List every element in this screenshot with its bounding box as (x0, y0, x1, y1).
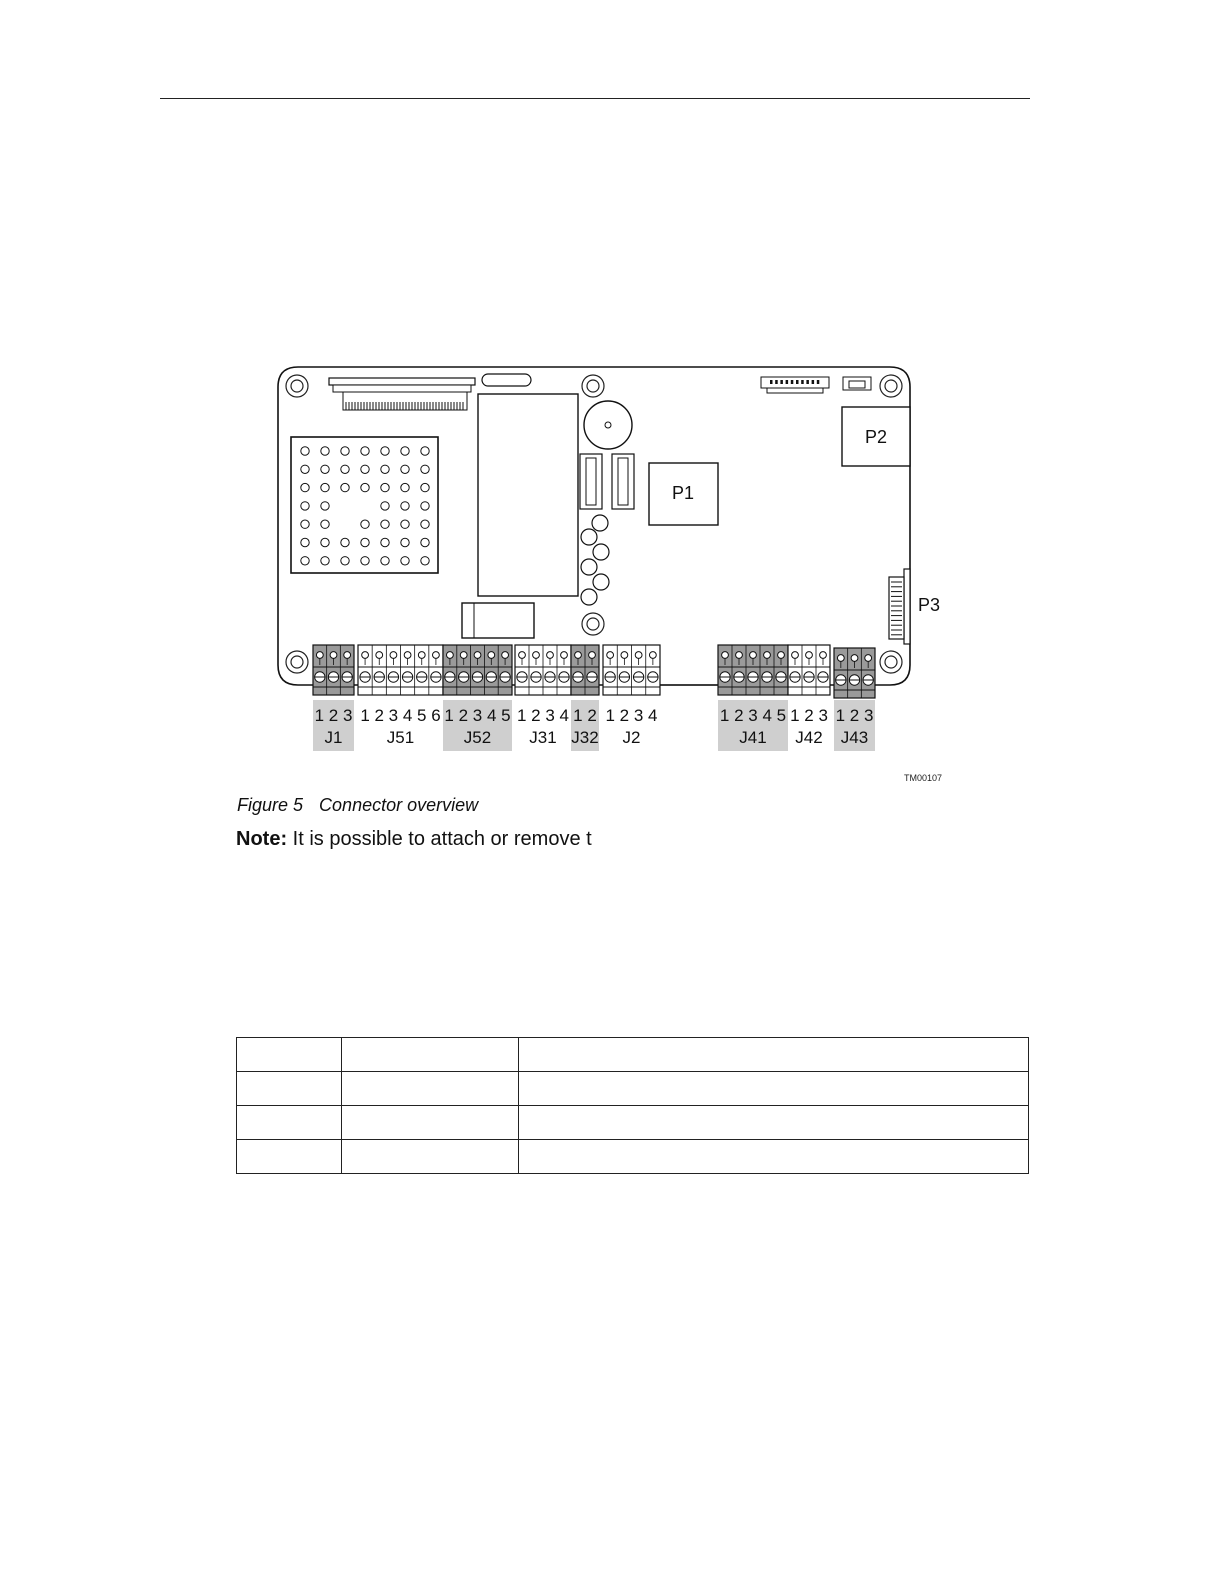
bga-ball (321, 520, 329, 528)
bga-ball (361, 465, 369, 473)
bga-ball (401, 483, 409, 491)
bga-ball (421, 520, 429, 528)
table-cell (342, 1038, 519, 1072)
figure-caption (237, 795, 478, 816)
bga-ball (321, 465, 329, 473)
bga-ball (301, 520, 309, 528)
table-cell (237, 1106, 342, 1140)
connector-label-j2: J2 (622, 728, 641, 747)
header-pin (796, 380, 799, 384)
header-pin (786, 380, 789, 384)
note-label: Note: (236, 828, 288, 850)
bga-ball (321, 557, 329, 565)
p2-label: P2 (864, 427, 888, 447)
small-module (462, 603, 534, 638)
table-cell (342, 1106, 519, 1140)
bga-ball (401, 538, 409, 546)
bga-ball (381, 465, 389, 473)
table-cell (342, 1072, 519, 1106)
note-paragraph (236, 828, 592, 851)
pin-numbers-j32: 1 2 (573, 706, 597, 725)
pin-numbers-j42: 1 2 3 (790, 706, 828, 725)
table-cell (519, 1038, 1029, 1072)
header-pin (780, 380, 783, 384)
bga-ball (321, 483, 329, 491)
bga-ball (301, 447, 309, 455)
bga-ball (341, 483, 349, 491)
table-row (237, 1140, 1029, 1174)
ribbon-connector (329, 378, 475, 410)
two-pin-connector (843, 377, 871, 390)
p1-label: P1 (671, 483, 695, 503)
connector-label-j31: J31 (529, 728, 557, 747)
bga-ball (421, 538, 429, 546)
header-pin (801, 380, 804, 384)
bga-ball (321, 502, 329, 510)
table-row (237, 1038, 1029, 1072)
terminal-block-j32 (571, 645, 599, 695)
bga-ball (421, 483, 429, 491)
caption-number: Figure 5 (237, 795, 304, 815)
caption-text: Connector overview (319, 795, 479, 815)
table-cell (519, 1072, 1029, 1106)
p3-connector (889, 569, 910, 644)
connector-label-j43: J43 (840, 728, 869, 747)
connector-label-j52: J52 (463, 728, 492, 747)
bga-ball (361, 520, 369, 528)
header-pin (791, 380, 794, 384)
bga-ball (301, 502, 309, 510)
note-text: It is possible to attach or remove t (292, 828, 592, 850)
terminal-block-j2 (603, 645, 660, 695)
table-row (237, 1106, 1029, 1140)
terminal-block-j1 (313, 645, 354, 695)
connector-label-j32: J32 (571, 728, 599, 747)
table-cell (237, 1140, 342, 1174)
terminal-block-j41 (718, 645, 788, 695)
pin-numbers-j52: 1 2 3 4 5 (444, 706, 511, 725)
bga-ball (381, 483, 389, 491)
pin-numbers-j1: 1 2 3 (314, 706, 353, 725)
bga-ball (381, 538, 389, 546)
regulator (580, 454, 602, 509)
bga-ball (401, 447, 409, 455)
bga-ball (341, 557, 349, 565)
header-pin (775, 380, 778, 384)
pin-numbers-j51: 1 2 3 4 5 6 (360, 706, 441, 725)
bga-ball (421, 465, 429, 473)
bga-ball (421, 557, 429, 565)
bga-ball (361, 538, 369, 546)
pin-numbers-j2: 1 2 3 4 (605, 706, 658, 725)
buzzer (584, 401, 632, 449)
terminal-block-j52 (443, 645, 512, 695)
bga-ball (401, 502, 409, 510)
bga-ball (381, 557, 389, 565)
pin-numbers-j31: 1 2 3 4 (517, 706, 569, 725)
bga-ball (361, 447, 369, 455)
table-cell (519, 1106, 1029, 1140)
main-ic (478, 394, 578, 596)
bga-ball (381, 502, 389, 510)
terminal-block-j51 (358, 645, 443, 695)
pin-numbers-j41: 1 2 3 4 5 (719, 706, 787, 725)
bga-ball (401, 465, 409, 473)
connector-label-j51: J51 (386, 728, 415, 747)
bga-ball (341, 538, 349, 546)
empty-table (236, 1037, 1029, 1174)
bga-ball (361, 557, 369, 565)
bga-ball (301, 483, 309, 491)
header-pin (817, 380, 820, 384)
terminal-block-j31 (515, 645, 571, 695)
terminal-block-j42 (788, 645, 830, 695)
bga-ball (301, 465, 309, 473)
figure-id: TM00107 (904, 773, 943, 783)
header-pin (812, 380, 815, 384)
header-pin (806, 380, 809, 384)
connector-label-j1: J1 (324, 728, 343, 747)
connector-label-j42: J42 (795, 728, 823, 747)
p3-label: P3 (918, 595, 941, 615)
table-cell (519, 1140, 1029, 1174)
crystal (482, 374, 531, 386)
pin-numbers-j43: 1 2 3 (835, 706, 874, 725)
table-cell (237, 1072, 342, 1106)
bga-ball (361, 483, 369, 491)
table-cell (342, 1140, 519, 1174)
terminal-block-j43 (834, 648, 875, 698)
bga-chip (291, 437, 438, 573)
small-header-connector (761, 377, 829, 393)
bga-ball (321, 447, 329, 455)
regulator (612, 454, 634, 509)
table-cell (237, 1038, 342, 1072)
bga-ball (321, 538, 329, 546)
bga-ball (301, 538, 309, 546)
bga-ball (301, 557, 309, 565)
bga-ball (341, 465, 349, 473)
bga-ball (401, 557, 409, 565)
bga-ball (421, 447, 429, 455)
bga-ball (421, 502, 429, 510)
bga-ball (401, 520, 409, 528)
bga-ball (381, 447, 389, 455)
bga-ball (381, 520, 389, 528)
connector-label-j41: J41 (739, 728, 767, 747)
header-pin (770, 380, 773, 384)
table-row (237, 1072, 1029, 1106)
bga-ball (341, 447, 349, 455)
